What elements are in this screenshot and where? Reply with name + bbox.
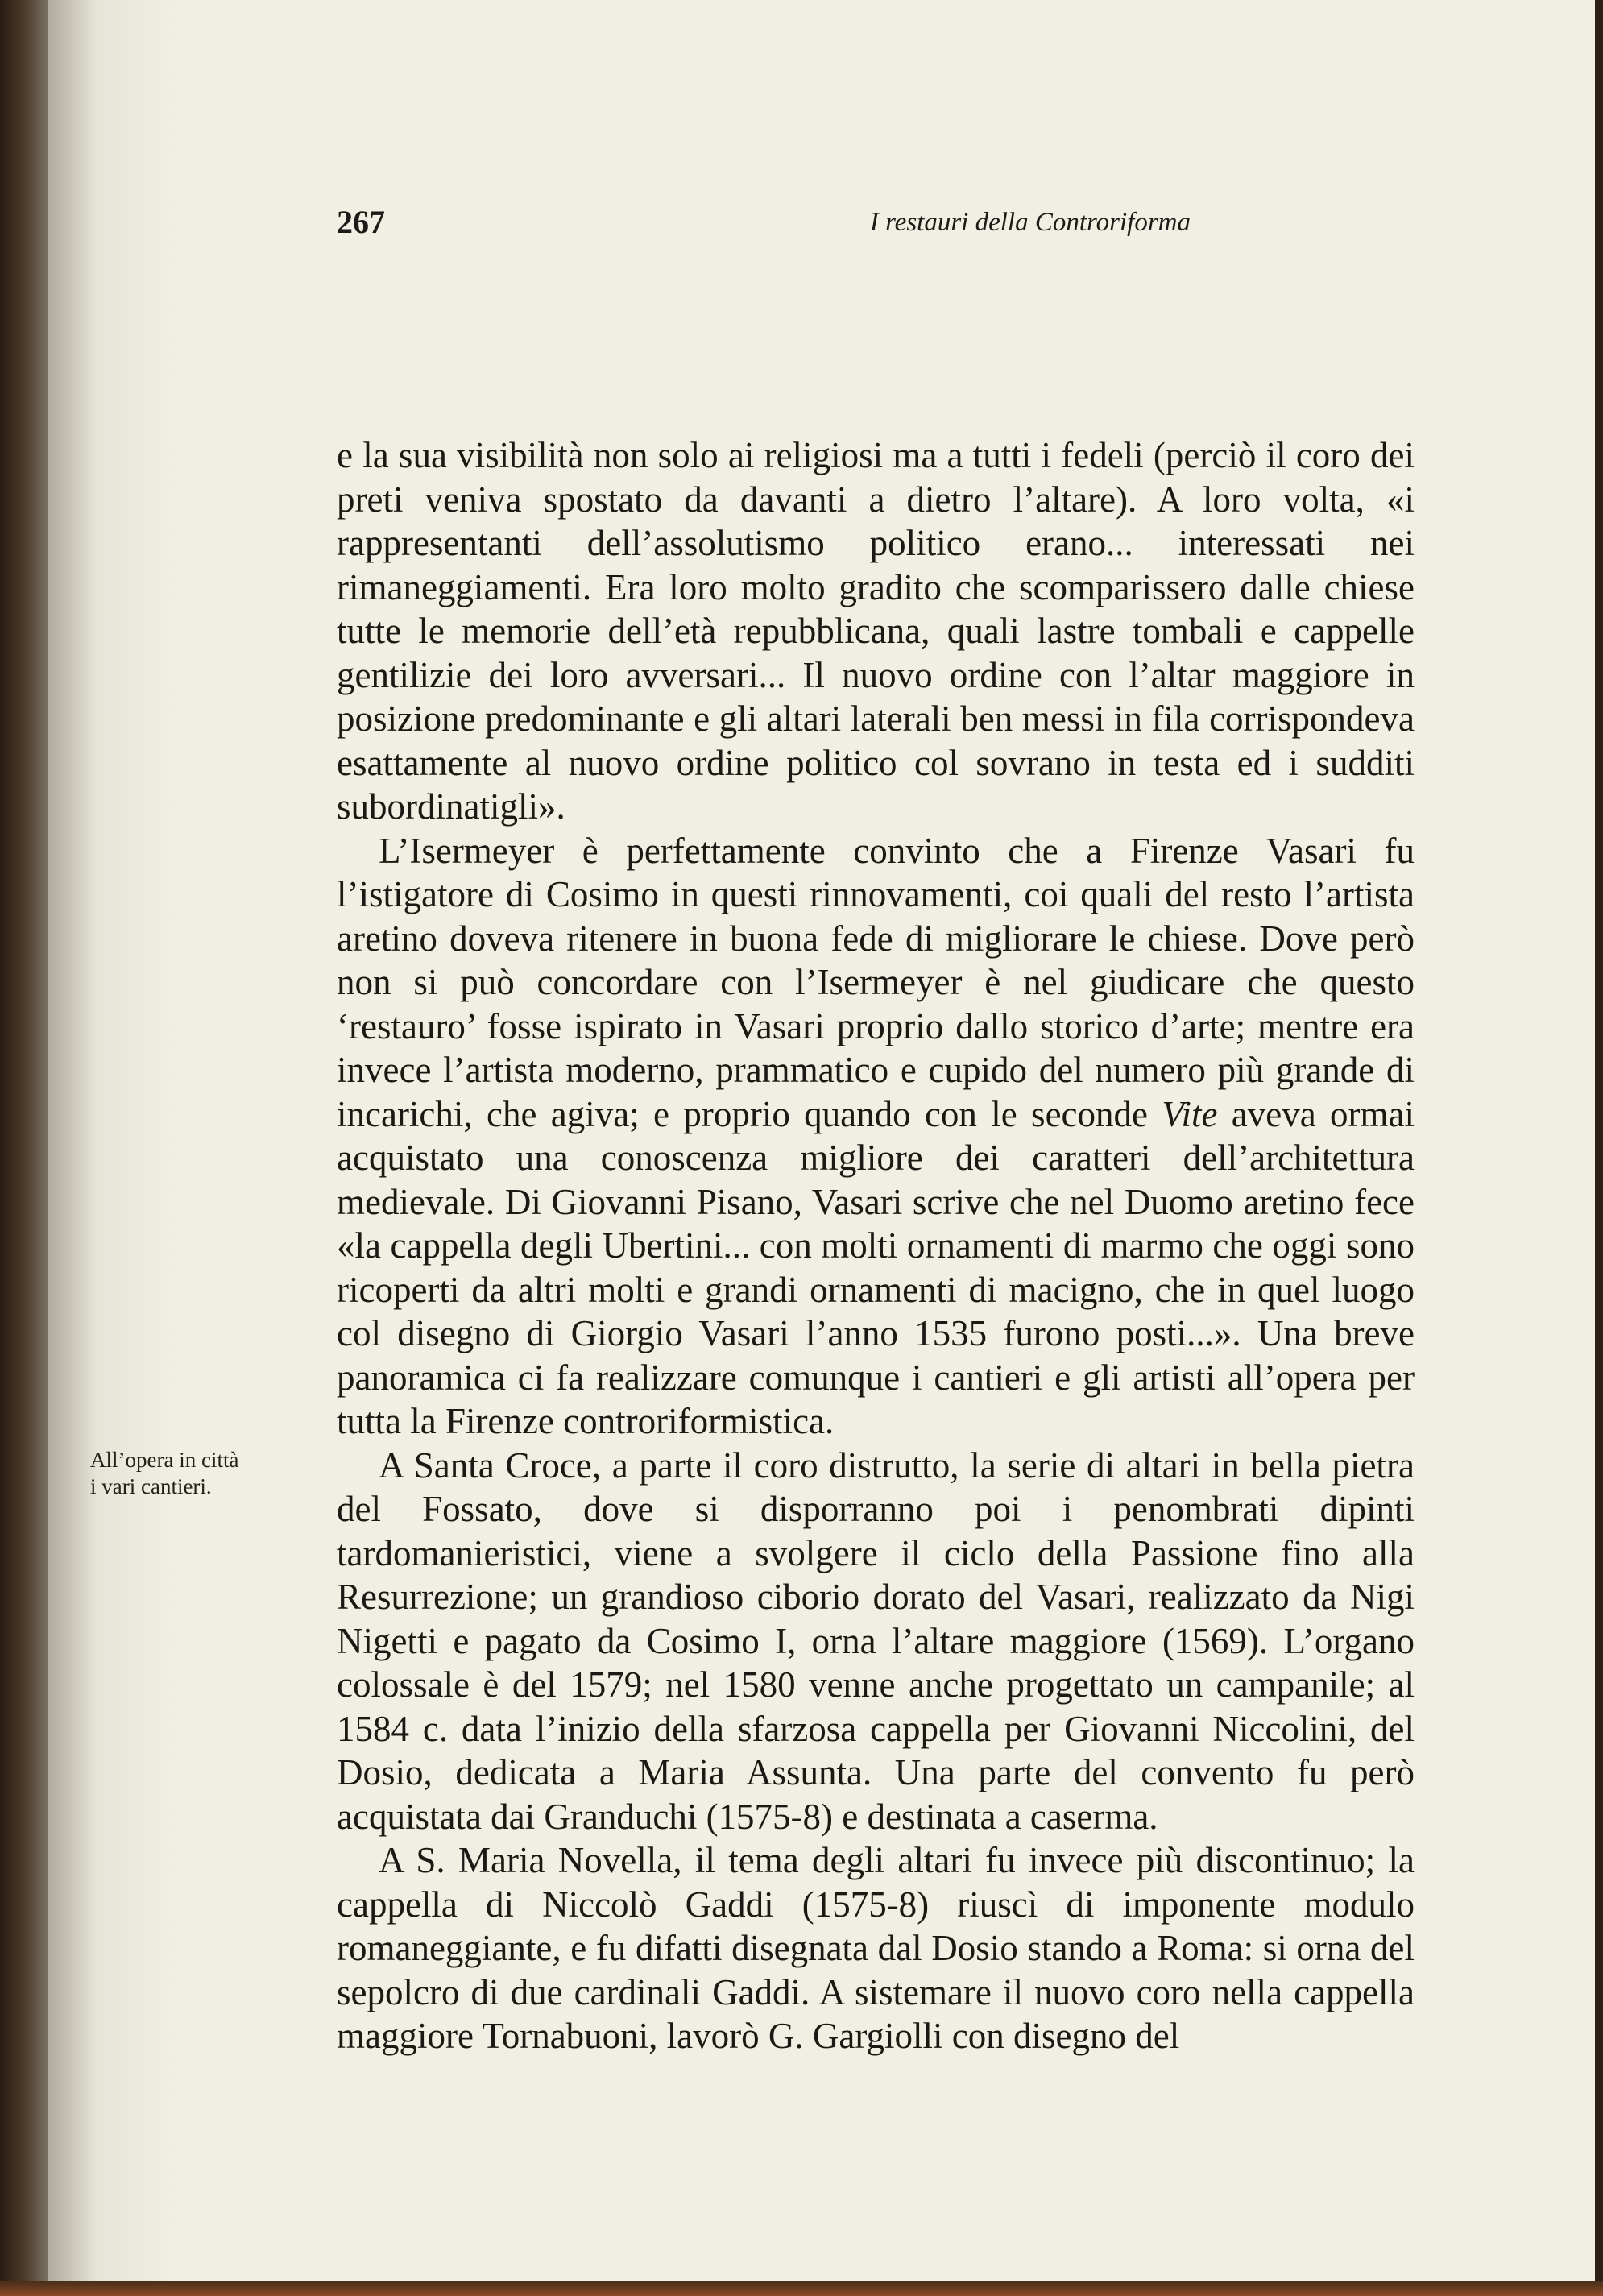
page-number: 267 <box>337 204 385 240</box>
paragraph-3: A Santa Croce, a parte il coro distrutto, la serie di altari in bella pietra del Fossato, dove si disporranno poi i penombrati dipinti tardomanieristici, viene a svolgere il ciclo della Passione fino alla Resurrezione; un grandioso ciborio dorato del Vasari, realizzato da Nigi Nigetti e pagato da Cosimo I, orna l’altare maggiore (1569). L’organo colossale è del 1579; nel 1580 venne anche progettato un campanile; al 1584 c. data l’inizio della sfarzosa cappella per Giovanni Niccolini, del Dosio, dedicata a Maria Assunta. Una parte del convento fu però acquistata dai Granduchi (1575-8) e destinata a caserma. <box>337 1444 1415 1837</box>
marginal-note-line-2: i vari cantieri. <box>90 1474 212 1498</box>
paragraph-2 <box>337 829 1415 1444</box>
marginal-note-line-1: All’opera in città <box>90 1448 239 1472</box>
running-title: I restauri della Controriforma <box>869 208 1191 237</box>
running-head <box>337 203 1191 251</box>
bottom-page-edge <box>0 2281 1603 2296</box>
paragraph-2-italic-title: Vite <box>1162 1093 1218 1134</box>
right-page-edge <box>1595 0 1603 2296</box>
body-text <box>337 433 1415 2058</box>
marginal-note <box>90 1447 300 1500</box>
paragraph-4: A S. Maria Novella, il tema degli altari fu invece più discontinuo; la cappella di Niccolò Gaddi (1575-8) riuscì di imponente modulo romaneggiante, e fu difatti disegnata dal Dosio stando a Roma: si orna del sepolcro di due cardinali Gaddi. A sistemare il nuovo coro nella cappella maggiore Tornabuoni, lavorò G. Gargiolli con disegno del <box>337 1840 1415 2056</box>
paragraph-2-part-1: L’Isermeyer è perfettamente convinto che a Firenze Vasari fu l’istigatore di Cosimo in questi rinnovamenti, coi quali del resto l’artista aretino doveva ritenere in buona fede di migliorare le chiese. Dove però non si può concordare con l’Isermeyer è nel giudicare che questo ‘restauro’ fosse ispirato in Vasari proprio dallo storico d’arte; mentre era invece l’artista moderno, prammatico e cupido del numero più grande di incarichi, che agiva; e proprio quando con le seconde <box>337 830 1415 1134</box>
paragraph-2-part-2: aveva ormai acquistato una conoscenza migliore dei caratteri dell’architettura medievale. Di Giovanni Pisano, Vasari scrive che nel Duomo aretino fece «la cappella degli Ubertini... con molti ornamenti di marmo che oggi sono ricoperti da altri molti e grandi ornamenti di macigno, che in quel luogo col disegno di Giorgio Vasari l’anno 1535 furono posti...». Una breve panoramica ci fa realizzare comunque i cantieri e gli artisti all’opera per tutta la Firenze controriformistica. <box>337 1093 1415 1441</box>
paragraph-1: e la sua visibilità non solo ai religiosi ma a tutti i fedeli (perciò il coro dei preti veniva spostato da davanti a dietro l’altare). A loro volta, «i rappresentanti dell’assolutismo politico erano... interessati nei rimaneggiamenti. Era loro molto gradito che scomparissero dalle chiese tutte le memorie dell’età repubblicana, quali lastre tombali e cappelle gentilizie dei loro avversari... Il nuovo ordine con l’altar maggiore in posizione predominante e gli altari laterali ben messi in fila corrispondeva esattamente al nuovo ordine politico col sovrano in testa ed i sudditi subordinatigli». <box>337 435 1415 827</box>
